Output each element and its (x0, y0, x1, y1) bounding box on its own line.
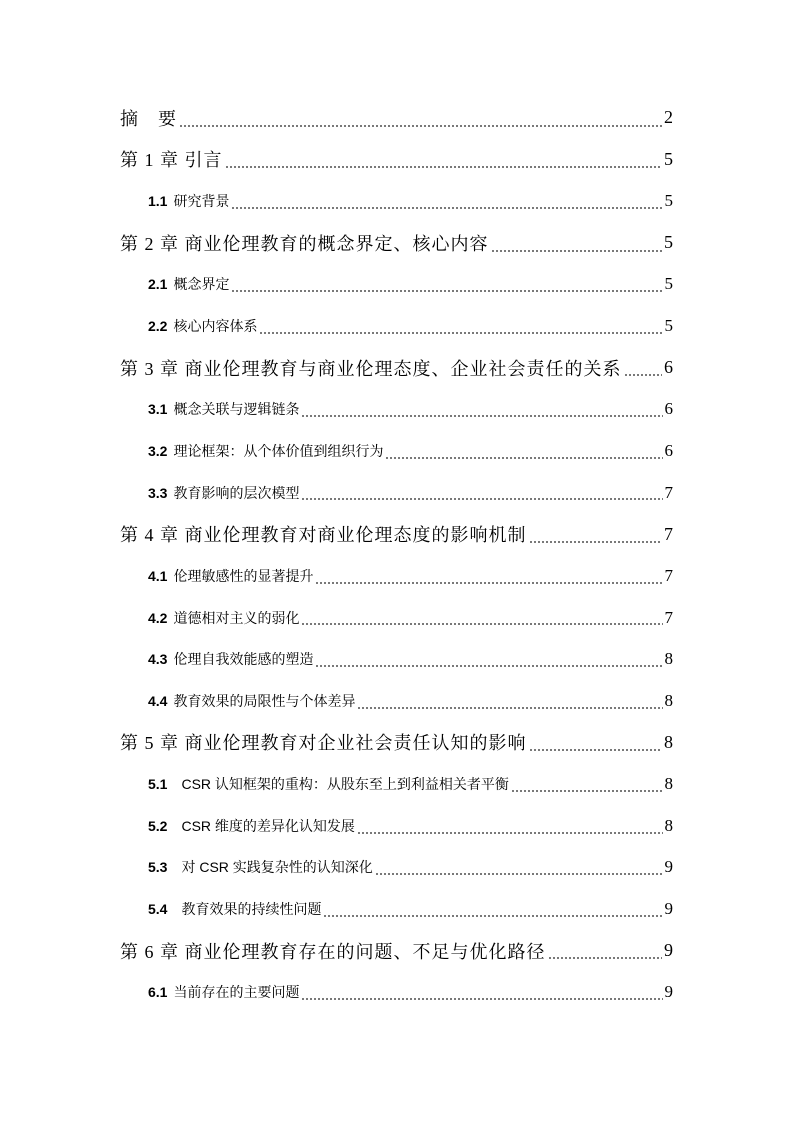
dot-leader (315, 582, 662, 584)
page-number: 9 (664, 940, 673, 961)
page-number: 9 (664, 857, 673, 877)
dot-leader (301, 998, 662, 1000)
toc-chapter-entry[interactable] (0, 513, 673, 555)
page-number: 5 (664, 316, 673, 336)
toc-chapter-entry[interactable] (0, 930, 673, 972)
section-number: 3.2 (148, 442, 168, 459)
page-number: 5 (664, 148, 673, 169)
dot-leader (491, 250, 663, 252)
page-number: 8 (664, 815, 673, 835)
page-number: 7 (664, 565, 673, 585)
toc-section-entry[interactable] (0, 388, 673, 430)
toc-section-entry[interactable] (0, 971, 673, 1013)
toc-section-entry[interactable] (0, 430, 673, 472)
toc-chapter-entry[interactable] (0, 222, 673, 264)
entry-title: 教育效果的持续性问题 (181, 900, 322, 917)
section-number: 2.2 (148, 318, 168, 335)
dot-leader (315, 665, 662, 667)
entry-title: 道德相对主义的弱化 (173, 609, 300, 626)
section-number: 3.1 (148, 401, 168, 418)
entry-title: 第 5 章 商业伦理教育对企业社会责任认知的影响 (120, 733, 527, 754)
toc-chapter-entry[interactable] (0, 722, 673, 764)
page-number: 5 (664, 274, 673, 294)
section-number: 1.1 (148, 193, 168, 210)
entry-title: 第 2 章 商业伦理教育的概念界定、核心内容 (120, 233, 489, 254)
section-number: 4.3 (148, 651, 168, 668)
entry-title: 概念关联与逻辑链条 (173, 401, 300, 418)
entry-title: CSR 维度的差异化认知发展 (181, 817, 355, 834)
table-of-contents (0, 97, 793, 1013)
entry-title: CSR 认知框架的重构：从股东至上到利益相关者平衡 (181, 776, 509, 793)
page-number: 8 (664, 774, 673, 794)
entry-title: 当前存在的主要问题 (173, 984, 300, 1001)
toc-chapter-entry[interactable] (0, 97, 673, 139)
page-number: 8 (664, 690, 673, 710)
dot-leader (357, 832, 663, 834)
toc-chapter-entry[interactable] (0, 139, 673, 181)
entry-title: 对 CSR 实践复杂性的认知深化 (181, 859, 373, 876)
entry-title: 教育效果的局限性与个体差异 (173, 692, 356, 709)
toc-section-entry[interactable] (0, 472, 673, 514)
page-number: 6 (664, 440, 673, 460)
entry-title: 伦理敏感性的显著提升 (173, 567, 314, 584)
dot-leader (231, 290, 662, 292)
dot-leader (385, 457, 662, 459)
page-number: 6 (664, 357, 673, 378)
dot-leader (179, 125, 662, 127)
toc-section-entry[interactable] (0, 305, 673, 347)
page-number: 9 (664, 898, 673, 918)
entry-title: 理论框架：从个体价值到组织行为 (173, 442, 384, 459)
page-number: 9 (664, 982, 673, 1002)
toc-section-entry[interactable] (0, 638, 673, 680)
section-number: 5.1 (148, 776, 168, 793)
section-number: 5.4 (148, 900, 168, 917)
dot-leader (225, 166, 663, 168)
entry-title: 第 1 章 引言 (120, 150, 223, 171)
toc-section-entry[interactable] (0, 888, 673, 930)
dot-leader (301, 415, 662, 417)
page-number: 7 (664, 482, 673, 502)
dot-leader (548, 957, 663, 959)
entry-title: 第 4 章 商业伦理教育对商业伦理态度的影响机制 (120, 525, 527, 546)
page-number: 7 (664, 607, 673, 627)
toc-section-entry[interactable] (0, 847, 673, 889)
toc-section-entry[interactable] (0, 264, 673, 306)
page-number: 5 (664, 232, 673, 253)
toc-section-entry[interactable] (0, 763, 673, 805)
entry-title: 核心内容体系 (173, 318, 258, 335)
page-number: 8 (664, 649, 673, 669)
toc-section-entry[interactable] (0, 805, 673, 847)
toc-section-entry[interactable] (0, 597, 673, 639)
dot-leader (259, 332, 662, 334)
entry-title: 第 3 章 商业伦理教育与商业伦理态度、企业社会责任的关系 (120, 358, 622, 379)
dot-leader (231, 207, 662, 209)
dot-leader (375, 873, 663, 875)
page-number: 6 (664, 399, 673, 419)
dot-leader (301, 623, 662, 625)
section-number: 5.2 (148, 817, 168, 834)
dot-leader (624, 374, 663, 376)
section-number: 4.1 (148, 567, 168, 584)
section-number: 2.1 (148, 276, 168, 293)
dot-leader (301, 498, 662, 500)
toc-chapter-entry[interactable] (0, 347, 673, 389)
section-number: 6.1 (148, 984, 168, 1001)
page-number: 8 (664, 731, 673, 752)
page-number: 5 (664, 191, 673, 211)
toc-section-entry[interactable] (0, 180, 673, 222)
entry-title: 伦理自我效能感的塑造 (173, 651, 314, 668)
toc-section-entry[interactable] (0, 555, 673, 597)
dot-leader (529, 749, 663, 751)
entry-title: 研究背景 (173, 193, 230, 210)
entry-title: 教育影响的层次模型 (173, 484, 300, 501)
toc-section-entry[interactable] (0, 680, 673, 722)
page-number: 7 (664, 523, 673, 544)
section-number: 3.3 (148, 484, 168, 501)
section-number: 4.4 (148, 692, 168, 709)
entry-title: 第 6 章 商业伦理教育存在的问题、不足与优化路径 (120, 941, 546, 962)
entry-title: 概念界定 (173, 276, 230, 293)
section-number: 5.3 (148, 859, 168, 876)
dot-leader (357, 707, 662, 709)
page-number: 2 (664, 107, 673, 128)
dot-leader (529, 541, 663, 543)
section-number: 4.2 (148, 609, 168, 626)
dot-leader (323, 915, 662, 917)
entry-title: 摘 要 (120, 108, 177, 129)
dot-leader (511, 790, 663, 792)
